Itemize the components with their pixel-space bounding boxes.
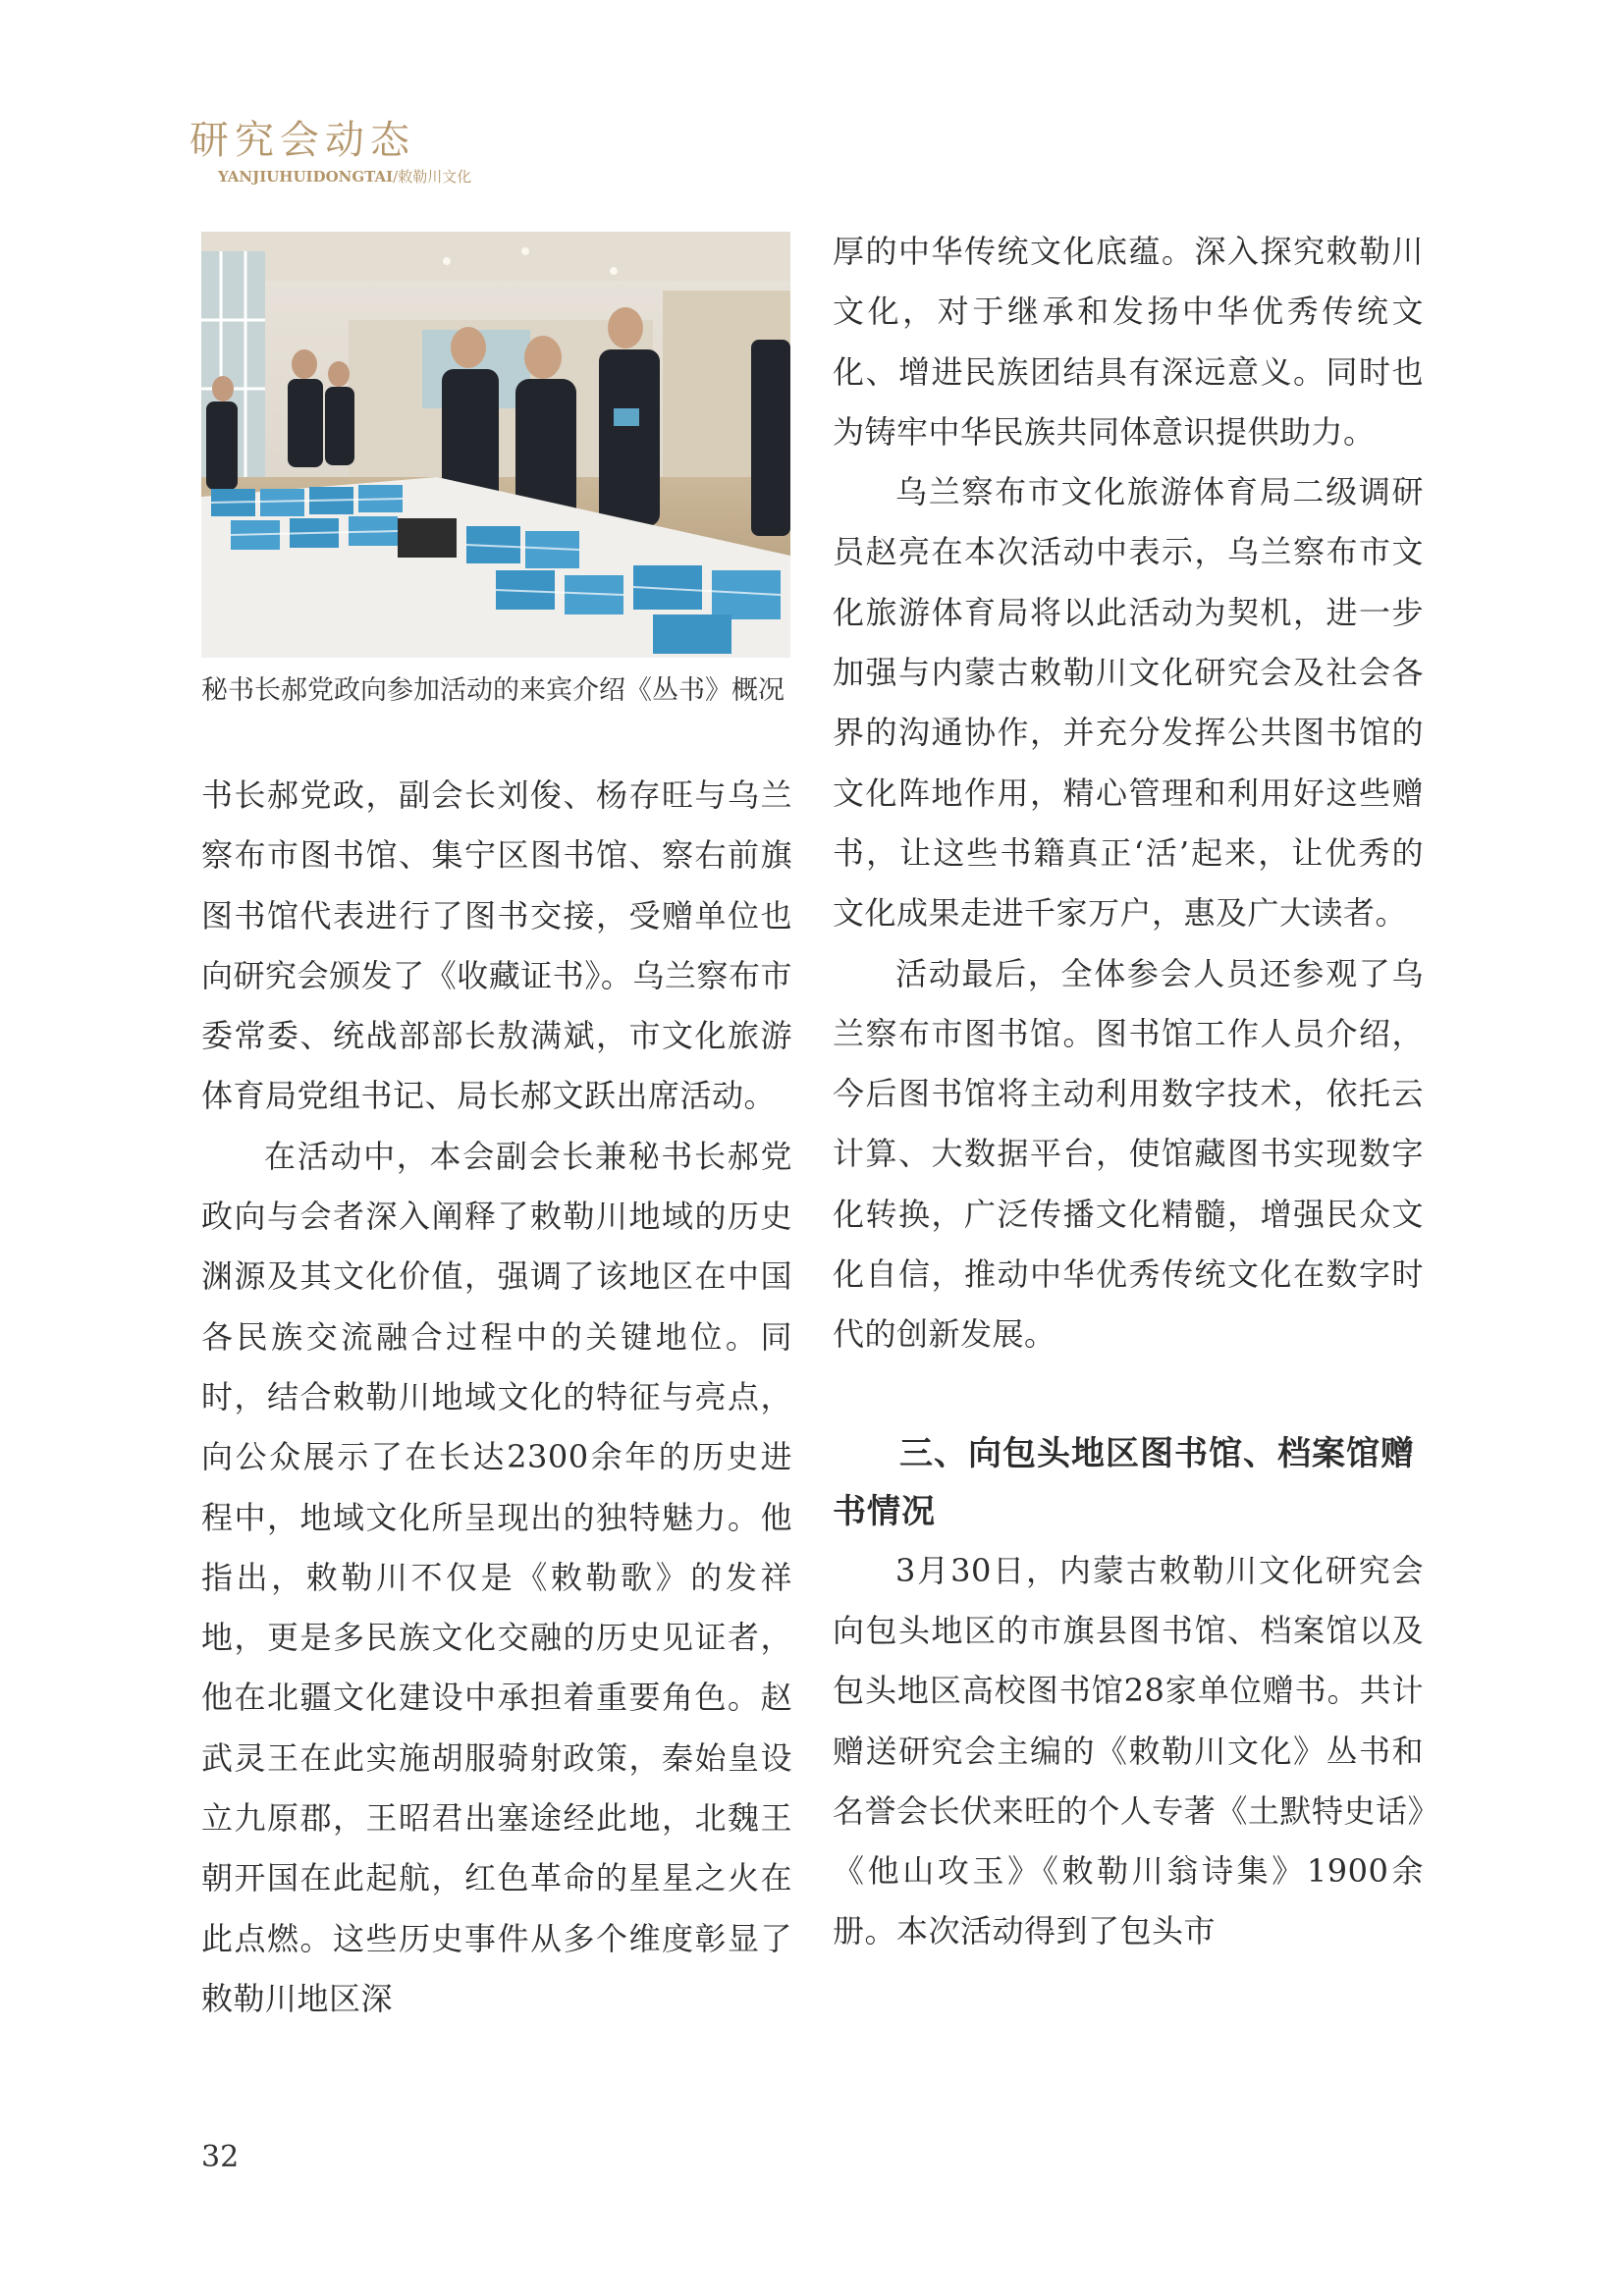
section-heading: 三、向包头地区图书馆、档案馆赠书情况 — [833, 1433, 1415, 1531]
section-title: 研究会动态 — [189, 118, 415, 163]
paragraph: 厚的中华传统文化底蕴。深入探究敕勒川文化，对于继承和发扬中华优秀传统文化、增进民族团结具有深远意义。同时也为铸牢中华民族共同体意识提供助力。 — [833, 233, 1424, 451]
event-photo — [201, 232, 790, 658]
left-column — [201, 766, 792, 2029]
section-subtitle-name: 敕勒川文化 — [398, 168, 472, 186]
right-column — [833, 222, 1424, 1962]
paragraph: 在活动中，本会副会长兼秘书长郝党政向与会者深入阐释了敕勒川地域的历史渊源及其文化价值，强调了该地区在中国各民族交流融合过程中的关键地位。同时，结合敕勒川地域文化的特征与亮点，向公众展示了在长达2300余年的历史进程中，地域文化所呈现出的独特魅力。他指出，敕勒川不仅是《敕勒歌》的发祥地，更是多民族文化交融的历史见证者，他在北疆文化建设中承担着重要角色。赵武灵王在此实施胡服骑射政策，秦始皇设立九原郡，王昭君出塞途经此地，北魏王朝开国在此起航，红色革命的星星之火在此点燃。这些历史事件从多个维度彰显了敕勒川地区深 — [201, 1137, 792, 2017]
section-subtitle-latin: YANJIUHUIDONGTAI — [218, 168, 394, 186]
section-gap — [833, 1365, 1424, 1425]
section-subtitle — [218, 167, 471, 187]
page-number: 32 — [201, 2140, 240, 2174]
paragraph: 乌兰察布市文化旅游体育局二级调研员赵亮在本次活动中表示，乌兰察布市文化旅游体育局将以此活动为契机，进一步加强与内蒙古敕勒川文化研究会及社会各界的沟通协作，并充分发挥公共图书馆的文化阵地作用，精心管理和利用好这些赠书，让这些书籍真正‘活’起来，让优秀的文化成果走进千家万户，惠及广大读者。 — [833, 473, 1424, 933]
section-subtitle-separator: / — [393, 168, 399, 186]
paragraph: 活动最后，全体参会人员还参观了乌兰察布市图书馆。图书馆工作人员介绍，今后图书馆将主动利用数字技术，依托云计算、大数据平台，使馆藏图书实现数字化转换，广泛传播文化精髓，增强民众文化自信，推动中华优秀传统文化在数字时代的创新发展。 — [833, 954, 1424, 1354]
paragraph: 3月30日，内蒙古敕勒川文化研究会向包头地区的市旗县图书馆、档案馆以及包头地区高校图书馆28家单位赠书。共计赠送研究会主编的《敕勒川文化》丛书和名誉会长伏来旺的个人专著《土默特史话》《他山攻玉》《敕勒川翁诗集》1900余册。本次活动得到了包头市 — [833, 1551, 1424, 1950]
paragraph: 书长郝党政，副会长刘俊、杨存旺与乌兰察布市图书馆、集宁区图书馆、察右前旗图书馆代表进行了图书交接，受赠单位也向研究会颁发了《收藏证书》。乌兰察布市委常委、统战部部长敖满斌，市文化旅游体育局党组书记、局长郝文跃出席活动。 — [201, 776, 792, 1115]
photo-caption: 秘书长郝党政向参加活动的来宾介绍《丛书》概况 — [201, 675, 785, 706]
